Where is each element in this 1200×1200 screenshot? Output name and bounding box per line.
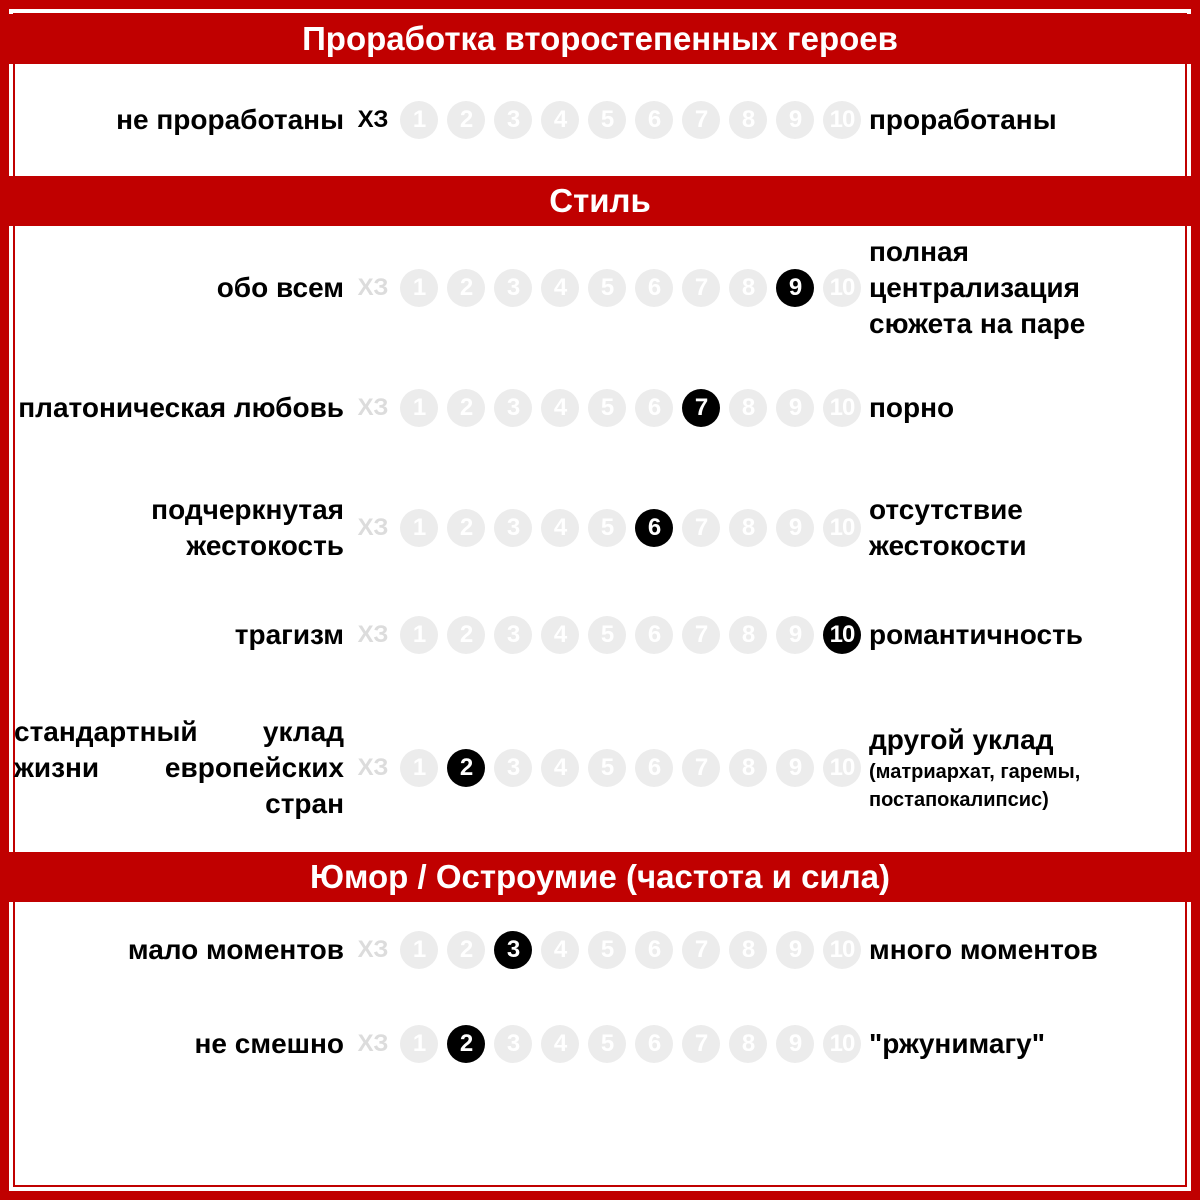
scale-option-1[interactable]: 1 bbox=[400, 389, 438, 427]
scale-option-5[interactable]: 5 bbox=[588, 931, 626, 969]
scale-option-9[interactable]: 9 bbox=[776, 101, 814, 139]
rating-row bbox=[0, 370, 1200, 446]
scale-option-unknown[interactable]: ХЗ bbox=[357, 1030, 389, 1057]
left-label: не проработаны bbox=[116, 104, 344, 135]
scale-option-6[interactable]: 6 bbox=[635, 269, 673, 307]
scale-option-8[interactable]: 8 bbox=[729, 269, 767, 307]
scale-option-9[interactable]: 9 bbox=[776, 616, 814, 654]
scale-option-unknown[interactable]: ХЗ bbox=[357, 274, 389, 301]
scale-option-1[interactable]: 1 bbox=[400, 616, 438, 654]
scale-option-3[interactable]: 3 bbox=[494, 931, 532, 969]
scale-option-9[interactable]: 9 bbox=[776, 389, 814, 427]
scale-option-unknown[interactable]: ХЗ bbox=[357, 394, 389, 421]
scale-option-5[interactable]: 5 bbox=[588, 616, 626, 654]
scale-option-4[interactable]: 4 bbox=[541, 509, 579, 547]
scale-option-4[interactable]: 4 bbox=[541, 101, 579, 139]
scale-option-unknown[interactable]: ХЗ bbox=[357, 106, 389, 133]
scale-option-3[interactable]: 3 bbox=[494, 616, 532, 654]
scale-option-6[interactable]: 6 bbox=[635, 931, 673, 969]
left-label: подчеркнутая жестокость bbox=[151, 494, 344, 561]
right-label-text: "ржунимагу" bbox=[869, 1028, 1045, 1059]
scale-option-8[interactable]: 8 bbox=[729, 616, 767, 654]
scale-option-9[interactable]: 9 bbox=[776, 509, 814, 547]
scale-option-7[interactable]: 7 bbox=[682, 931, 720, 969]
scale-option-8[interactable]: 8 bbox=[729, 931, 767, 969]
right-label-text: романтичность bbox=[869, 619, 1083, 650]
right-label-text: другой уклад bbox=[869, 724, 1054, 755]
scale-option-6[interactable]: 6 bbox=[635, 749, 673, 787]
scale-option-1[interactable]: 1 bbox=[400, 101, 438, 139]
scale-option-1[interactable]: 1 bbox=[400, 1025, 438, 1063]
scale-option-3[interactable]: 3 bbox=[494, 749, 532, 787]
scale-option-9[interactable]: 9 bbox=[776, 749, 814, 787]
left-label: не смешно bbox=[194, 1028, 344, 1059]
scale-option-1[interactable]: 1 bbox=[400, 749, 438, 787]
right-label-text: отсутствие жестокости bbox=[869, 494, 1027, 561]
scale-option-10[interactable]: 10 bbox=[823, 931, 861, 969]
scale-option-4[interactable]: 4 bbox=[541, 389, 579, 427]
rating-row bbox=[0, 710, 1200, 826]
scale-option-7[interactable]: 7 bbox=[682, 616, 720, 654]
scale-option-7[interactable]: 7 bbox=[682, 269, 720, 307]
scale-option-3[interactable]: 3 bbox=[494, 101, 532, 139]
right-label bbox=[869, 915, 1179, 985]
scale-option-2[interactable]: 2 bbox=[447, 931, 485, 969]
scale-option-5[interactable]: 5 bbox=[588, 389, 626, 427]
scale-option-9[interactable]: 9 bbox=[776, 931, 814, 969]
left-label: трагизм bbox=[234, 619, 344, 650]
left-label: мало моментов bbox=[127, 934, 344, 965]
scale-option-4[interactable]: 4 bbox=[541, 1025, 579, 1063]
right-label-subtext: (матриархат, гаремы, постапокалипсис) bbox=[869, 761, 1081, 811]
scale-option-3[interactable]: 3 bbox=[494, 509, 532, 547]
scale-option-2[interactable]: 2 bbox=[447, 749, 485, 787]
scale-option-2[interactable]: 2 bbox=[447, 509, 485, 547]
scale-option-5[interactable]: 5 bbox=[588, 269, 626, 307]
scale-option-6[interactable]: 6 bbox=[635, 389, 673, 427]
scale-option-5[interactable]: 5 bbox=[588, 509, 626, 547]
scale-option-8[interactable]: 8 bbox=[729, 101, 767, 139]
scale-option-8[interactable]: 8 bbox=[729, 1025, 767, 1063]
right-label bbox=[869, 600, 1179, 670]
scale-option-7[interactable]: 7 bbox=[682, 1025, 720, 1063]
scale-option-5[interactable]: 5 bbox=[588, 749, 626, 787]
right-label-text: проработаны bbox=[869, 104, 1057, 135]
scale-option-1[interactable]: 1 bbox=[400, 269, 438, 307]
left-label: обо всем bbox=[216, 272, 344, 303]
scale-option-4[interactable]: 4 bbox=[541, 749, 579, 787]
scale-option-7[interactable]: 7 bbox=[682, 389, 720, 427]
scale-option-6[interactable]: 6 bbox=[635, 101, 673, 139]
scale-option-6[interactable]: 6 bbox=[635, 1025, 673, 1063]
scale-option-8[interactable]: 8 bbox=[729, 749, 767, 787]
scale-option-3[interactable]: 3 bbox=[494, 389, 532, 427]
scale-option-2[interactable]: 2 bbox=[447, 101, 485, 139]
scale-option-6[interactable]: 6 bbox=[635, 509, 673, 547]
scale-option-5[interactable]: 5 bbox=[588, 101, 626, 139]
right-label bbox=[869, 236, 1179, 339]
right-label bbox=[869, 490, 1179, 566]
scale-option-9[interactable]: 9 bbox=[776, 269, 814, 307]
scale-option-7[interactable]: 7 bbox=[682, 749, 720, 787]
scale-option-unknown[interactable]: ХЗ bbox=[357, 936, 389, 963]
scale-option-10[interactable]: 10 bbox=[823, 269, 861, 307]
left-label: платоническая любовь bbox=[18, 392, 344, 423]
scale-option-3[interactable]: 3 bbox=[494, 269, 532, 307]
right-label-text: порно bbox=[869, 392, 955, 423]
scale-option-1[interactable]: 1 bbox=[400, 931, 438, 969]
right-label bbox=[869, 1009, 1179, 1079]
scale-option-10[interactable]: 10 bbox=[823, 101, 861, 139]
rating-row bbox=[0, 1009, 1200, 1079]
scale-option-10[interactable]: 10 bbox=[823, 389, 861, 427]
scale-option-7[interactable]: 7 bbox=[682, 509, 720, 547]
right-label bbox=[869, 85, 1179, 155]
scale-option-10[interactable]: 10 bbox=[823, 1025, 861, 1063]
scale-option-4[interactable]: 4 bbox=[541, 931, 579, 969]
scale-option-2[interactable]: 2 bbox=[447, 269, 485, 307]
rating-row bbox=[0, 600, 1200, 670]
right-label-text: много моментов bbox=[869, 934, 1098, 965]
scale-option-2[interactable]: 2 bbox=[447, 616, 485, 654]
right-label-text: полная централизация сюжета на паре bbox=[869, 236, 1086, 339]
scale-option-3[interactable]: 3 bbox=[494, 1025, 532, 1063]
scale-option-6[interactable]: 6 bbox=[635, 616, 673, 654]
scale-option-9[interactable]: 9 bbox=[776, 1025, 814, 1063]
scale-option-4[interactable]: 4 bbox=[541, 616, 579, 654]
scale-option-8[interactable]: 8 bbox=[729, 509, 767, 547]
rating-row bbox=[0, 915, 1200, 985]
scale-option-unknown[interactable]: ХЗ bbox=[357, 754, 389, 781]
scale-option-10[interactable]: 10 bbox=[823, 509, 861, 547]
scale-option-8[interactable]: 8 bbox=[729, 389, 767, 427]
scale-option-7[interactable]: 7 bbox=[682, 101, 720, 139]
rating-row bbox=[0, 236, 1200, 339]
right-label bbox=[869, 710, 1179, 826]
rating-row bbox=[0, 490, 1200, 566]
right-label bbox=[869, 370, 1179, 446]
scale-option-4[interactable]: 4 bbox=[541, 269, 579, 307]
scale-option-unknown[interactable]: ХЗ bbox=[357, 514, 389, 541]
scale-option-unknown[interactable]: ХЗ bbox=[357, 621, 389, 648]
scale-option-5[interactable]: 5 bbox=[588, 1025, 626, 1063]
scale-option-1[interactable]: 1 bbox=[400, 509, 438, 547]
scale-option-10[interactable]: 10 bbox=[823, 749, 861, 787]
left-label: стандартный уклад жизни европейских стран bbox=[14, 716, 344, 819]
scale-option-2[interactable]: 2 bbox=[447, 1025, 485, 1063]
scale-option-10[interactable]: 10 bbox=[823, 616, 861, 654]
rating-row bbox=[0, 85, 1200, 155]
scale-option-2[interactable]: 2 bbox=[447, 389, 485, 427]
section-header-style: Стиль bbox=[0, 176, 1200, 226]
section-header-humor: Юмор / Остроумие (частота и сила) bbox=[0, 852, 1200, 902]
section-header-secondary-characters: Проработка второстепенных героев bbox=[0, 14, 1200, 64]
